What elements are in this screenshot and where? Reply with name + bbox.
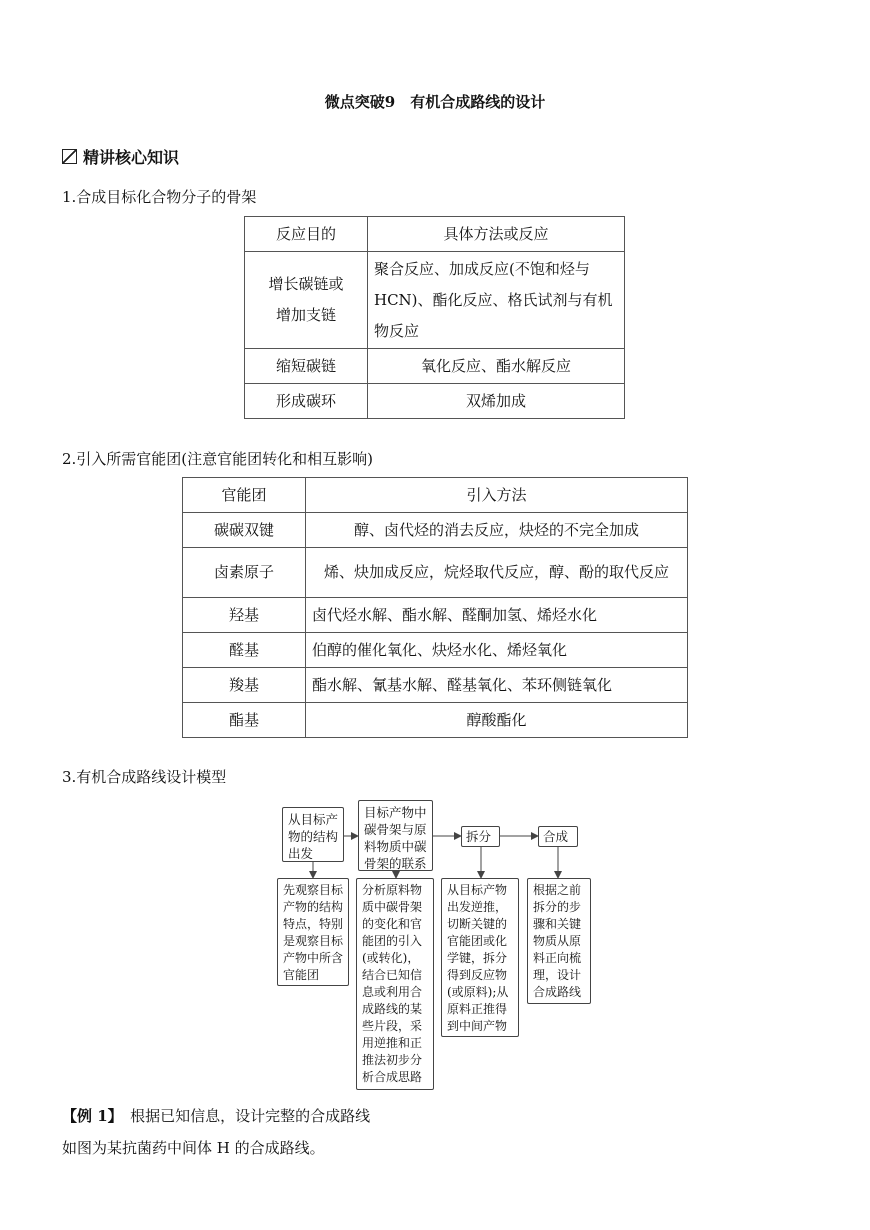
table-header: 具体方法或反应 bbox=[368, 217, 625, 252]
table-cell: 形成碳环 bbox=[245, 384, 368, 419]
table-cell: 醇、卤代烃的消去反应，炔烃的不完全加成 bbox=[306, 513, 688, 548]
flow-box-skeleton: 目标产物中 碳骨架与原 料物质中碳 骨架的联系 bbox=[358, 800, 433, 871]
example-line-2: 如图为某抗菌药中间体 H 的合成路线。 bbox=[62, 1139, 325, 1157]
part3-label: 3.有机合成路线设计模型 bbox=[62, 768, 227, 786]
example-tag: 【例 1】 bbox=[62, 1107, 116, 1125]
section-heading-text: 精讲核心知识 bbox=[83, 148, 180, 167]
table-cell: 醇酸酯化 bbox=[306, 703, 688, 738]
table-cell: 羟基 bbox=[183, 598, 306, 633]
example-line bbox=[62, 1105, 370, 1126]
table-header: 反应目的 bbox=[245, 217, 368, 252]
table-cell: 碳碳双键 bbox=[183, 513, 306, 548]
table-cell: 酯水解、氰基水解、醛基氧化、苯环侧链氧化 bbox=[306, 668, 688, 703]
table-cell: 伯醇的催化氧化、炔烃水化、烯烃氧化 bbox=[306, 633, 688, 668]
part1-label: 1.合成目标化合物分子的骨架 bbox=[62, 188, 257, 206]
flow-box-synthesis: 合成 bbox=[538, 826, 578, 847]
flow-desc-observe: 先观察目标 产物的结构 特点，特别 是观察目标 产物中所含 官能团 bbox=[277, 878, 349, 986]
table-cell: 卤素原子 bbox=[183, 548, 306, 598]
table-cell: 缩短碳链 bbox=[245, 349, 368, 384]
table-cell: 氧化反应、酯水解反应 bbox=[368, 349, 625, 384]
flow-box-split: 拆分 bbox=[461, 826, 500, 847]
part2-label: 2.引入所需官能团(注意官能团转化和相互影响) bbox=[62, 450, 374, 468]
flow-desc-analyze: 分析原料物 质中碳骨架 的变化和官 能团的引入 (或转化)， 结合已知信 息或利用合 成路线的某 些片段，采 用逆推和正 推法初步分 析合成思路 bbox=[356, 878, 434, 1090]
table-cell: 卤代烃水解、酯水解、醛酮加氢、烯烃水化 bbox=[306, 598, 688, 633]
table-cell: 醛基 bbox=[183, 633, 306, 668]
flow-box-start: 从目标产 物的结构 出发 bbox=[282, 807, 344, 862]
flow-desc-retro: 从目标产物 出发逆推， 切断关键的 官能团或化 学键，拆分 得到反应物 (或原料);从 原料正推得 到中间产物 bbox=[441, 878, 519, 1037]
table-header: 官能团 bbox=[183, 478, 306, 513]
table-header: 引入方法 bbox=[306, 478, 688, 513]
table-cell: 烯、炔加成反应，烷烃取代反应，醇、酚的取代反应 bbox=[306, 548, 688, 598]
table-cell: 双烯加成 bbox=[368, 384, 625, 419]
table-cell: 酯基 bbox=[183, 703, 306, 738]
page-title: 微点突破9 有机合成路线的设计 bbox=[324, 93, 546, 111]
table-cell: 聚合反应、加成反应(不饱和烃与 HCN)、酯化反应、格氏试剂与有机 物反应 bbox=[368, 252, 625, 349]
flow-desc-design: 根据之前 拆分的步 骤和关键 物质从原 料正向梳 理，设计 合成路线 bbox=[527, 878, 591, 1004]
table-cell: 羧基 bbox=[183, 668, 306, 703]
example-text: 根据已知信息，设计完整的合成路线 bbox=[115, 1107, 371, 1125]
table-cell: 增长碳链或 增加支链 bbox=[245, 252, 368, 349]
